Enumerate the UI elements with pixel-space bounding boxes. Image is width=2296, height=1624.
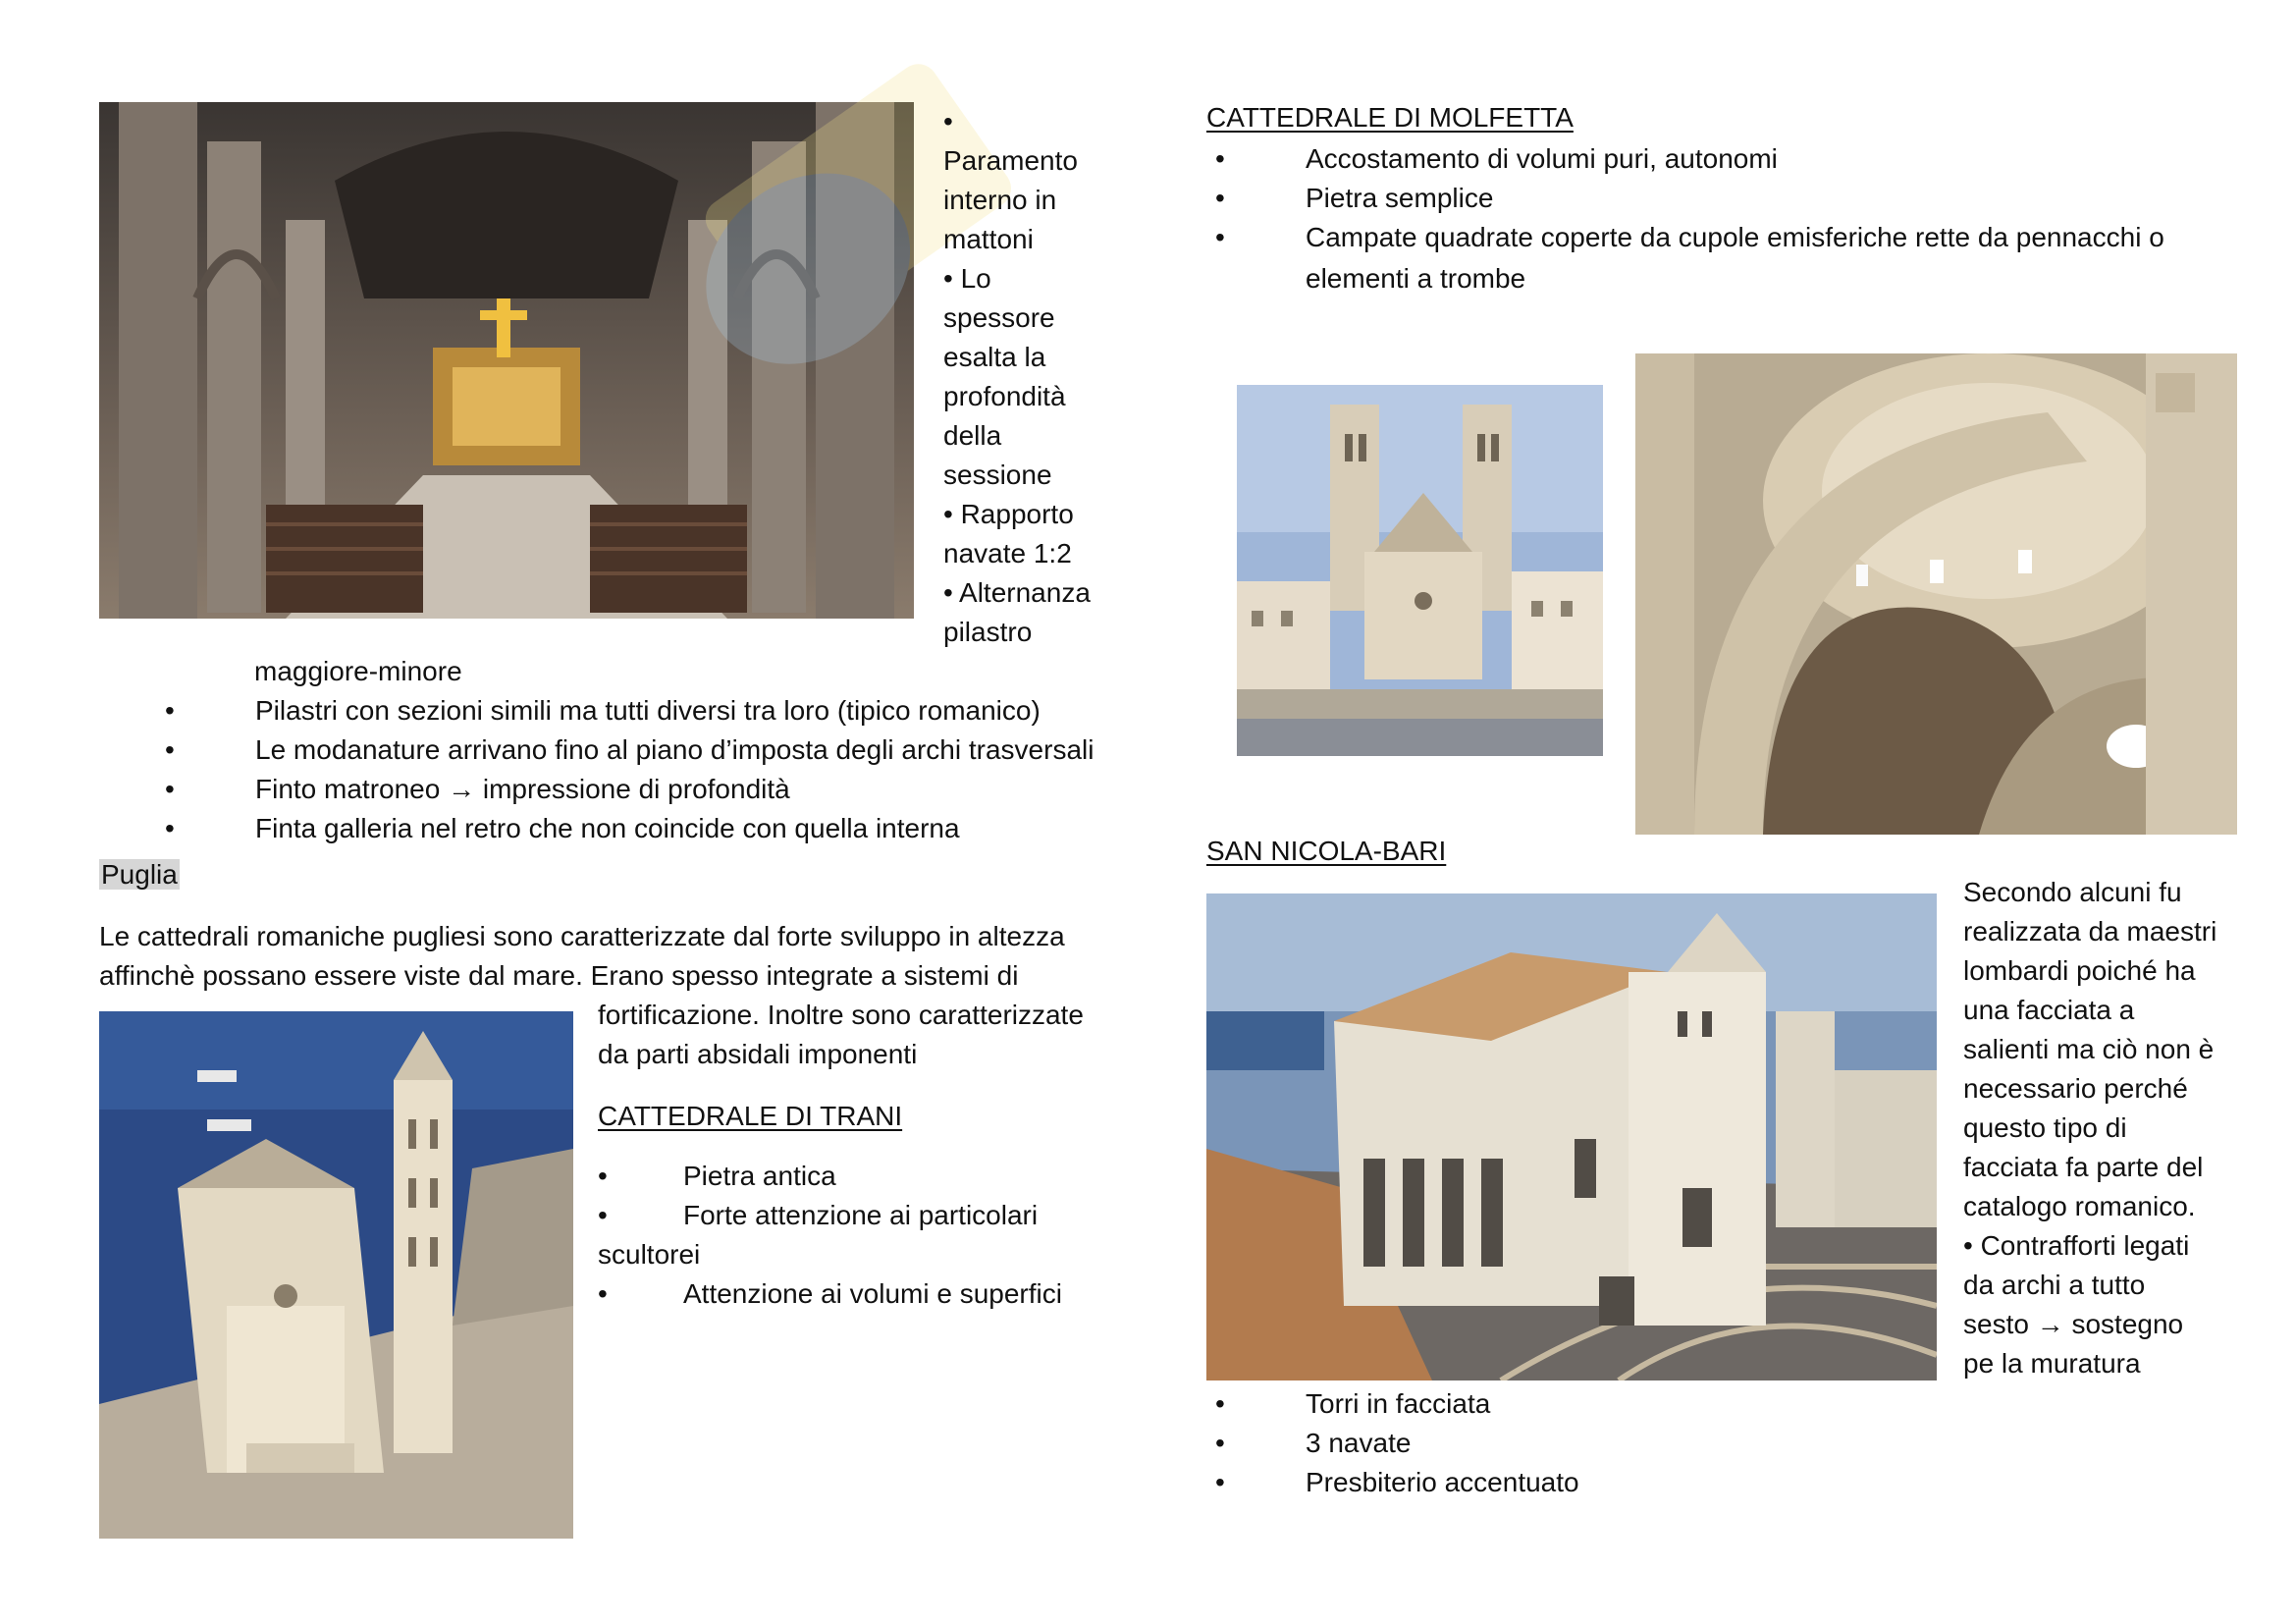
list-item: • Accostamento di volumi puri, autonomi [1207, 139, 2164, 179]
modena-continuation: maggiore-minore [254, 656, 462, 686]
side-line: mattoni [943, 224, 1034, 254]
side-line: • Rapporto [943, 499, 1074, 529]
side-line: pe la muratura [1963, 1348, 2141, 1379]
side-line: una facciata a [1963, 995, 2135, 1025]
side-line: sesto → sostegno [1963, 1309, 2184, 1339]
side-line: navate 1:2 [943, 538, 1072, 568]
list-item: • Finto matroneo → impressione di profondità [157, 770, 1094, 809]
modena-side-text [943, 102, 1140, 652]
modena-bullet-list [157, 691, 1094, 848]
list-item: • Le modanature arrivano fino al piano d’imposta degli archi trasversali [157, 731, 1094, 770]
side-line: facciata fa parte del [1963, 1152, 2204, 1182]
paragraph-line: Le cattedrali romaniche pugliesi sono caratterizzate dal forte sviluppo in altezza [99, 921, 1065, 951]
list-item: • Torri in facciata [1207, 1384, 1579, 1424]
list-item: • Pilastri con sezioni simili ma tutti diversi tra loro (tipico romanico) [157, 691, 1094, 731]
puglia-paragraph-wrap [598, 996, 1084, 1074]
side-line: da archi a tutto [1963, 1270, 2146, 1300]
section-label-puglia [99, 855, 180, 894]
bari-bullet-list [1207, 1384, 1579, 1502]
side-line: • Lo [943, 263, 991, 294]
side-line: • Contrafforti legati [1963, 1230, 2190, 1261]
molfetta-dome-photo [1635, 353, 2237, 835]
bari-side-text [1963, 873, 2277, 1383]
paragraph-line: da parti absidali imponenti [598, 1039, 918, 1069]
side-line: profondità [943, 381, 1066, 411]
molfetta-exterior-photo [1237, 385, 1603, 756]
puglia-paragraph [99, 917, 1065, 996]
list-item: • Finta galleria nel retro che non coincide con quella interna [157, 809, 1094, 848]
trani-heading: CATTEDRALE DI TRANI [598, 1101, 903, 1131]
bullet: • [598, 1200, 608, 1230]
side-line: lombardi poiché ha [1963, 955, 2196, 986]
item-text: Attenzione ai volumi e superfici [683, 1278, 1062, 1309]
item-text: Pietra antica [683, 1161, 836, 1191]
molfetta-continuation: elementi a trombe [1306, 263, 1526, 294]
list-item [598, 1274, 1062, 1314]
side-line: realizzata da maestri [1963, 916, 2217, 947]
side-line: Secondo alcuni fu [1963, 877, 2182, 907]
side-line: • Alternanza [943, 577, 1091, 608]
side-line: pilastro [943, 617, 1033, 647]
side-line: salienti ma ciò non è [1963, 1034, 2215, 1064]
side-line: spessore [943, 302, 1055, 333]
item-text: Forte attenzione ai particolari [683, 1200, 1039, 1230]
side-line: catalogo romanico. [1963, 1191, 2196, 1221]
side-line: esalta la [943, 342, 1046, 372]
list-item [598, 1157, 1062, 1196]
molfetta-heading: CATTEDRALE DI MOLFETTA [1206, 102, 1574, 133]
side-line: della [943, 420, 1002, 451]
trani-list [598, 1157, 1062, 1314]
list-item [598, 1235, 1062, 1274]
list-item: • Campate quadrate coperte da cupole emisferiche rette da pennacchi o [1207, 218, 2164, 257]
list-item: • Presbiterio accentuato [1207, 1463, 1579, 1502]
bari-heading: SAN NICOLA-BARI [1206, 836, 1447, 866]
item-text: scultorei [598, 1239, 701, 1270]
molfetta-bullet-list [1207, 139, 2164, 257]
paragraph-line: fortificazione. Inoltre sono caratterizzate [598, 1000, 1084, 1030]
side-line: Paramento [943, 145, 1078, 176]
list-item: • Pietra semplice [1207, 179, 2164, 218]
side-line: sessione [943, 460, 1052, 490]
list-item: • 3 navate [1207, 1424, 1579, 1463]
bullet: • [598, 1161, 608, 1191]
side-line: questo tipo di [1963, 1112, 2127, 1143]
san-nicola-photo [1206, 893, 1937, 1380]
side-line: • [943, 106, 953, 136]
paragraph-line: affinchè possano essere viste dal mare. Erano spesso integrate a sistemi di [99, 960, 1019, 991]
highlighted-label: Puglia [101, 859, 178, 890]
bullet: • [598, 1278, 608, 1309]
list-item [598, 1196, 1062, 1235]
side-line: interno in [943, 185, 1057, 215]
side-line: necessario perché [1963, 1073, 2188, 1104]
trani-cathedral-photo [99, 1011, 573, 1539]
